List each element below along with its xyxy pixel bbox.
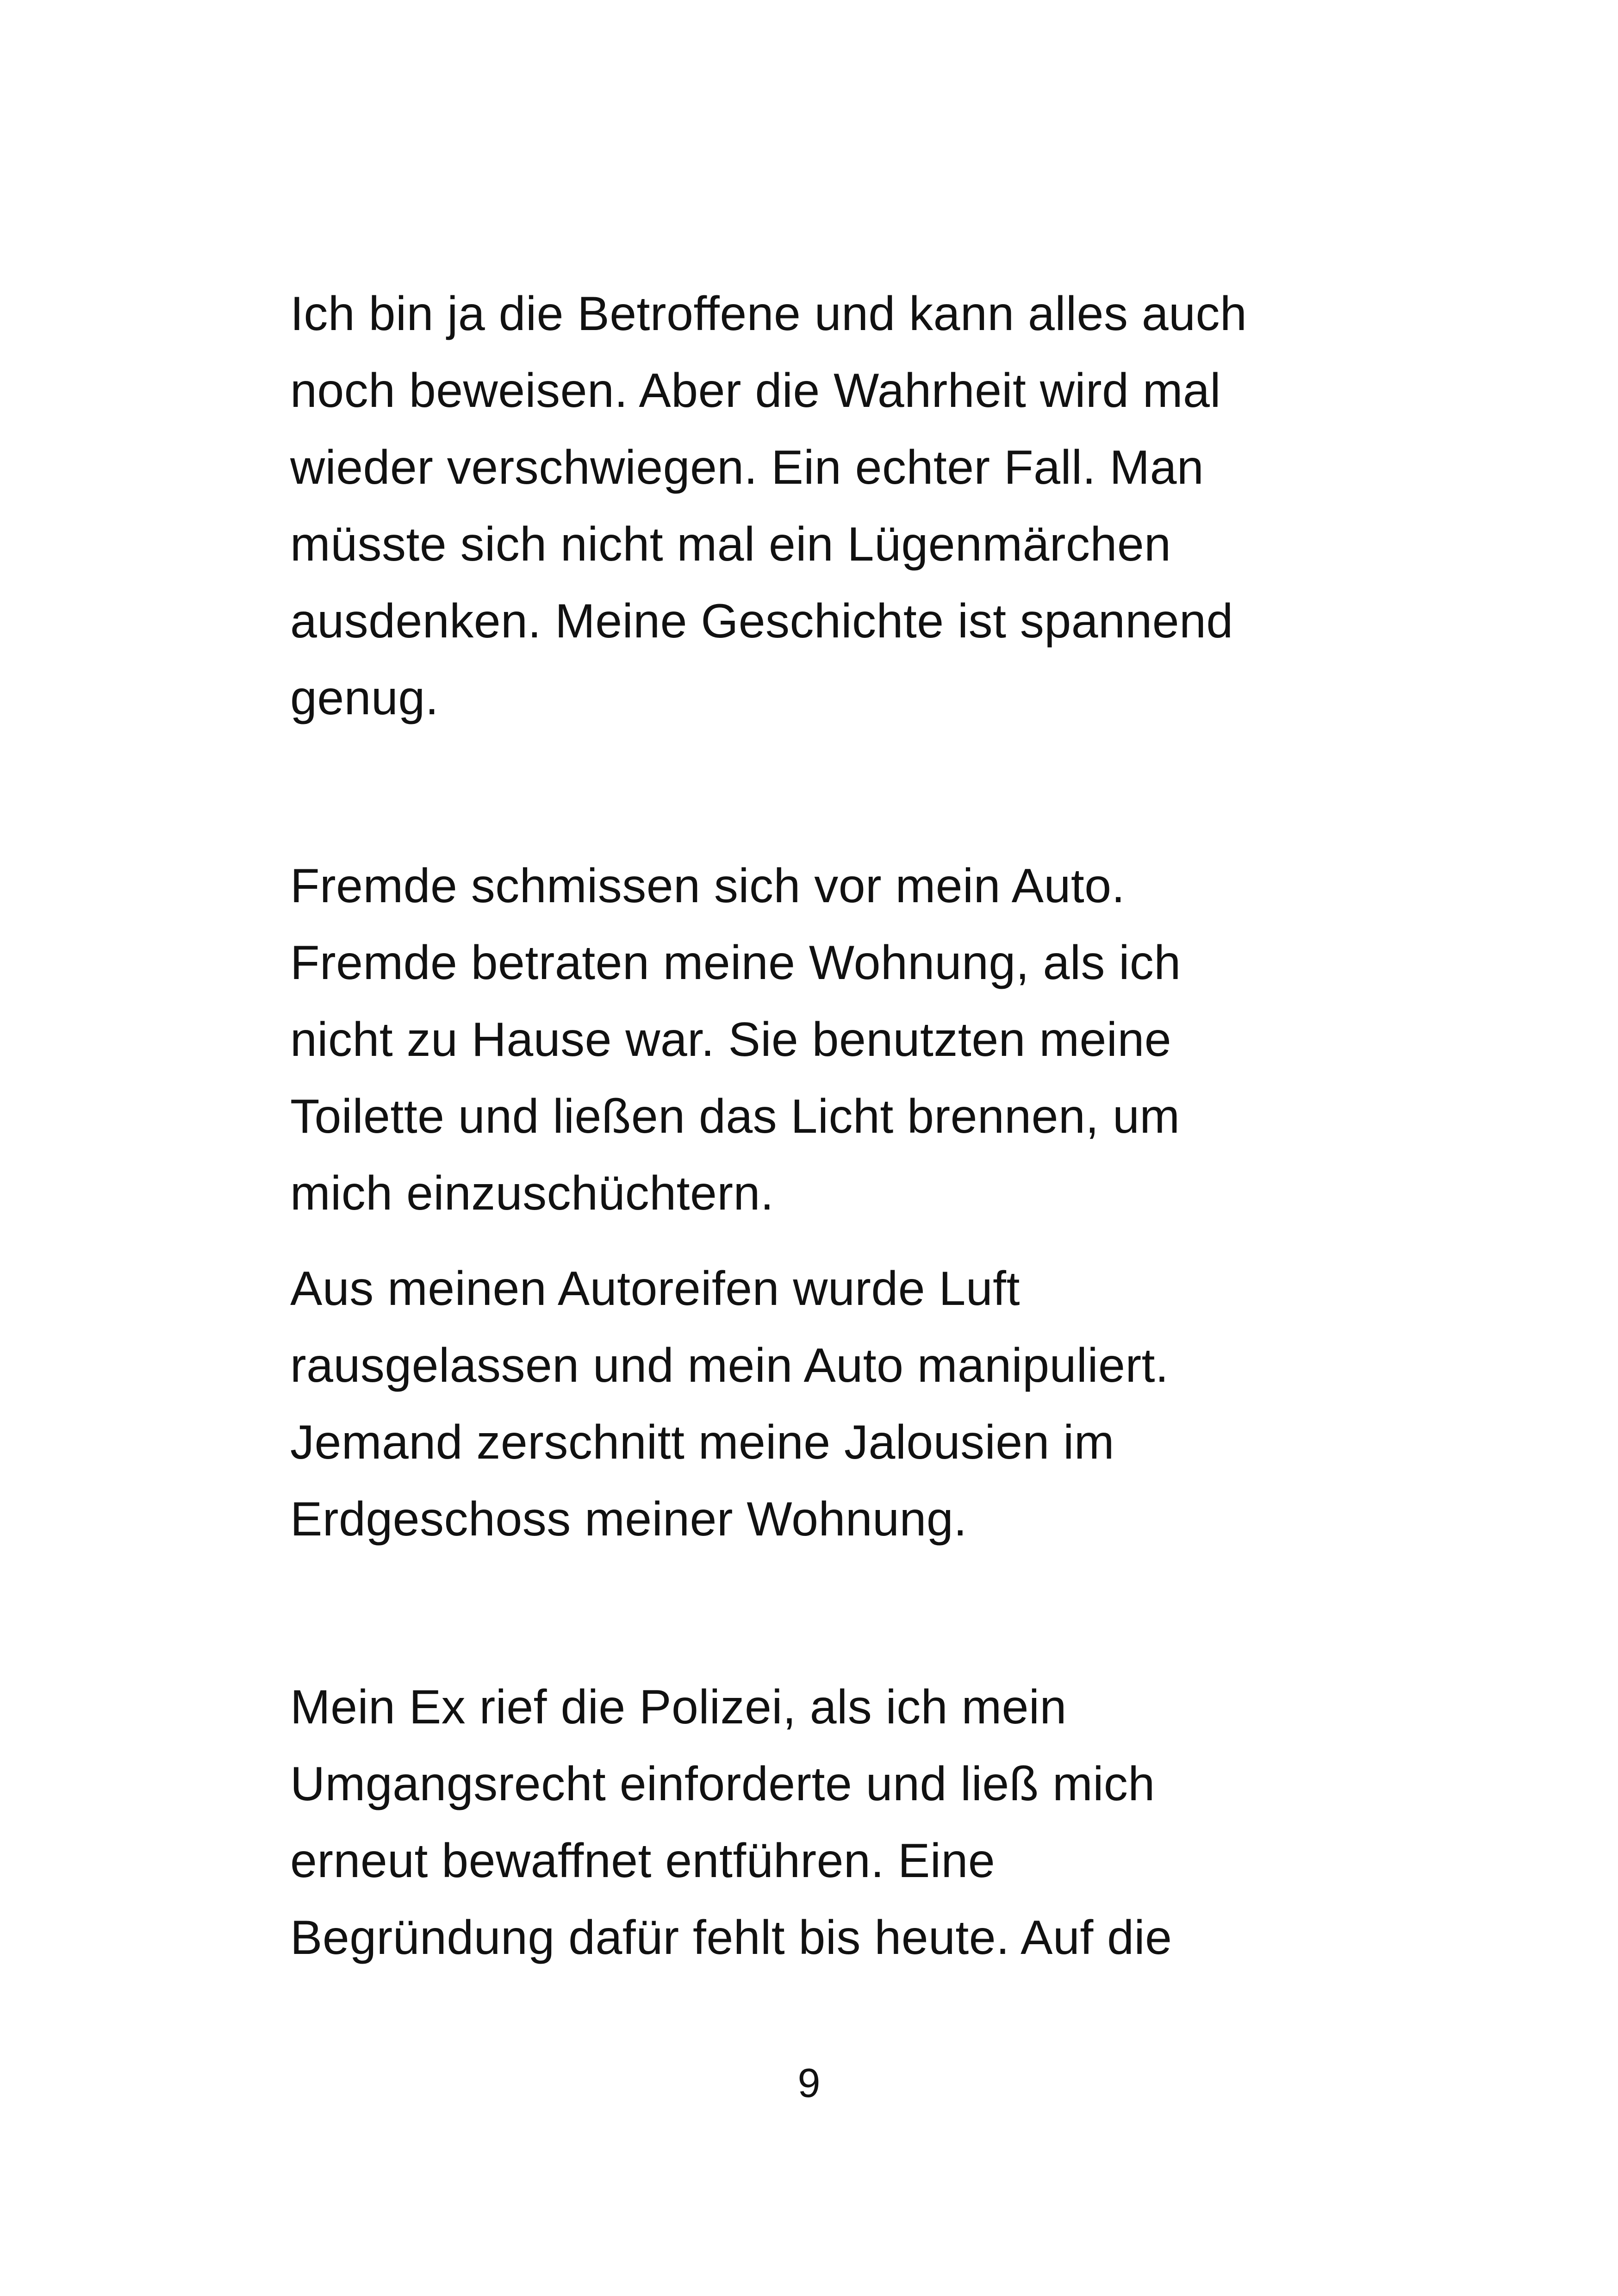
paragraph-2 xyxy=(290,848,1355,1232)
paragraph-line: Ich bin ja die Betroffene und kann alles auch xyxy=(290,287,1247,341)
paragraph-line: Umgangsrecht einforderte und ließ mich xyxy=(290,1757,1155,1811)
paragraph-1 xyxy=(290,275,1355,736)
paragraph-line: Erdgeschoss meiner Wohnung. xyxy=(290,1492,967,1546)
paragraph-line: wieder verschwiegen. Ein echter Fall. Man xyxy=(290,441,1204,494)
paragraph-line: ausdenken. Meine Geschichte ist spannend xyxy=(290,594,1233,648)
paragraph-line: Aus meinen Autoreifen wurde Luft xyxy=(290,1262,1020,1316)
paragraph-line: rausgelassen und mein Auto manipuliert. xyxy=(290,1339,1169,1392)
paragraph-3 xyxy=(290,1250,1355,1558)
paragraph-line: Toilette und ließen das Licht brennen, um xyxy=(290,1090,1180,1143)
paragraph-line: mich einzuschüchtern. xyxy=(290,1167,774,1220)
paragraph-line: Mein Ex rief die Polizei, als ich mein xyxy=(290,1680,1067,1734)
paragraph-line: Jemand zerschnitt meine Jalousien im xyxy=(290,1416,1115,1469)
paragraph-line: Fremde schmissen sich vor mein Auto. xyxy=(290,859,1125,913)
paragraph-line: nicht zu Hause war. Sie benutzten meine xyxy=(290,1013,1172,1067)
paragraph-4 xyxy=(290,1669,1355,1976)
paragraph-line: Begründung dafür fehlt bis heute. Auf die xyxy=(290,1911,1172,1965)
paragraph-line: Fremde betraten meine Wohnung, als ich xyxy=(290,936,1181,990)
paragraph-line: genug. xyxy=(290,671,439,725)
paragraph-line: müsste sich nicht mal ein Lügenmärchen xyxy=(290,518,1171,571)
paragraph-line: noch beweisen. Aber die Wahrheit wird mal xyxy=(290,364,1221,418)
paragraph-line: erneut bewaffnet entführen. Eine xyxy=(290,1834,996,1888)
page-number: 9 xyxy=(797,2060,821,2106)
